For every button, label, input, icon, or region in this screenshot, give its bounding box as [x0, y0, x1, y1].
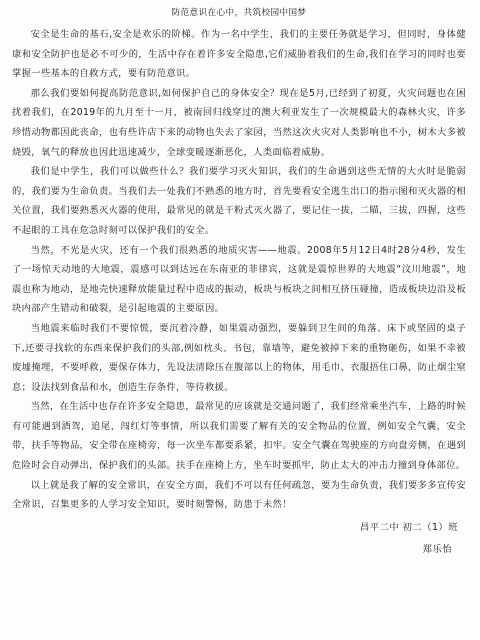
paragraph-3: 我们是中学生，我们可以做些什么？我们要学习灭火知识，我们的生命遇到这些无情的大火时是脆弱的，我们要为生命负责。当我们去一处我们不熟悉的地方时，首先要看安全逃生出口的指示图和灭火器的相关位置，我们要熟悉灭火器的使用，最常见的就是干粉式灭火器了，要记住一拔，二瞄，三拔，四握，这些不起眼的工具在危急时刻可以保护我们的安全。 — [12, 166, 466, 236]
signature-class: 昌平二中 初二（1）班 — [359, 521, 458, 533]
document-title: 防范意识在心中，共筑校园中国梦 — [171, 8, 307, 18]
document-body — [12, 25, 466, 515]
paragraph-6: 当然，在生活中也存在许多安全隐患，最常见的应该就是交通问题了，我们经常乘坐汽车，上路的时候有可能遇到酒驾，追尾，闯红灯等事情，所以我们需要了解有关的安全物品的位置，例如安全气囊，安全带，扶手等物品，安全带在座椅旁，每一次坐车都要系紧，扣牢。安全气囊在驾驶座的方向盘旁侧，在遇到危险时会自动弹出，保护我们的头部。扶手在座椅上方，坐车时要抓牢，防止太大的冲击力撞到身体部位。 — [12, 401, 466, 472]
paragraph-1: 安全是生命的基石,安全是欢乐的阶梯。作为一名中学生，我们的主要任务就是学习，但同时，身体健康和安全防护也是必不可少的，生活中存在着许多安全隐患,它们威胁着我们的生命,我们在学习的同时也要掌握一些基本的自救方式，要有防范意识。 — [12, 29, 466, 80]
paragraph-7: 以上就是我了解的安全常识，在安全方面，我们不可以有任何疏忽，要为生命负责，我们要多多宣传安全常识，召集更多的人学习安全知识，要时刻警惕，防患于未然！ — [12, 479, 466, 511]
signature-name: 郑乐怡 — [422, 543, 452, 555]
paragraph-2: 那么我们要如何提高防范意识,如何保护自己的身体安全？现在是5月,已经到了初夏，火灾问题也在困扰着我们，在2019年的九月至十一月，被南回归线穿过的澳大利亚发生了一次规模最大的森林火灾，许多珍惜动物都因此丧命，也有些许店下来的动物也失去了家园，当然这次火灾对人类影响也不小，树木大多被烧毁，氧气的释放也因此迅速减少，全球变暖逐渐恶化，人类面临着威胁。 — [12, 87, 466, 158]
paragraph-4: 当然，不光是火灾，还有一个我们很熟悉的地质灾害——地震。2008年5月12日4时28分4秒，发生了一场惊天动地的大地震，震感可以到达远在东南亚的菲律宾，这就是震惊世界的大地震“汶川地震”，地震也称为地动，是地壳快速释放能量过程中造成的振动，板块与板块之间相互挤压碰撞，造成板块边沿及板块内部产生错动和破裂，是引起地震的主要原因。 — [12, 244, 466, 315]
paragraph-5: 当地震来临时我们不要惊慌，要沉着冷静，如果震动强烈，要躲到卫生间的角落、床下或坚固的桌子下,还要寻找软的东西来保护我们的头部,例如枕头、书包，靠墙等，避免被掉下来的重物砸伤，如果不幸被废墟掩埋，不要呼救，要保存体力，先设法清除压在腹部以上的物体，用毛巾、衣服捂住口鼻，防止烟尘窒息；设法找到食品和水，创造生存条件，等待救援。 — [12, 322, 466, 393]
